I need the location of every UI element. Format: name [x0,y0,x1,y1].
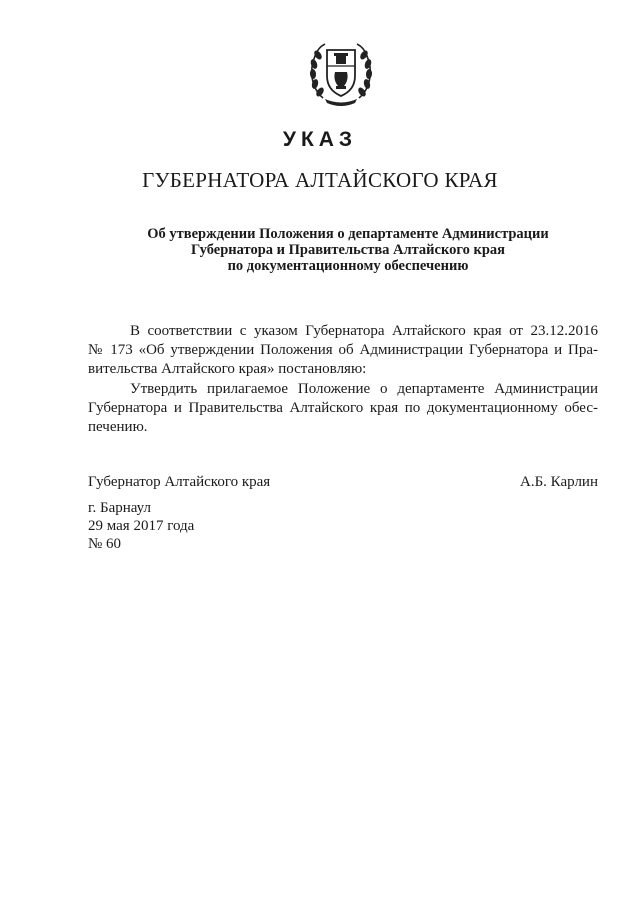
coat-of-arms-icon [305,36,377,108]
paragraph-line: В соответствии с указом Губернатора Алтайского края от 23.12.2016 [130,323,598,339]
paragraph-line: № 173 «Об утверждении Положения об Администрации Губернатора и Пра- [88,342,598,358]
paragraph-line: печению. [88,419,148,435]
paragraph-line: вительства Алтайского края» постановляю: [88,361,367,377]
issue-date: 29 мая 2017 года [88,518,195,534]
issue-place: г. Барнаул [88,500,151,516]
subject-line: Об утверждении Положения о департаменте Администрации [147,226,549,242]
document-number: № 60 [88,536,122,552]
decree-subject [118,226,578,274]
paragraph-line: Утвердить прилагаемое Положение о департаменте Администрации [130,381,598,397]
subject-line: по документационному обеспечению [227,258,469,274]
preamble-paragraph [88,322,598,379]
signatory-position: Губернатор Алтайского края [88,474,271,490]
resolution-paragraph [88,380,598,437]
issuer-heading: ГУБЕРНАТОРА АЛТАЙСКОГО КРАЯ [142,168,498,192]
document-title: УКАЗ [282,128,358,151]
signature-block [88,474,598,491]
subject-line: Губернатора и Правительства Алтайского края [191,242,505,258]
signatory-name: А.Б. Карлин [519,474,598,490]
paragraph-line: Губернатора и Правительства Алтайского края по документационному обес- [88,400,598,416]
